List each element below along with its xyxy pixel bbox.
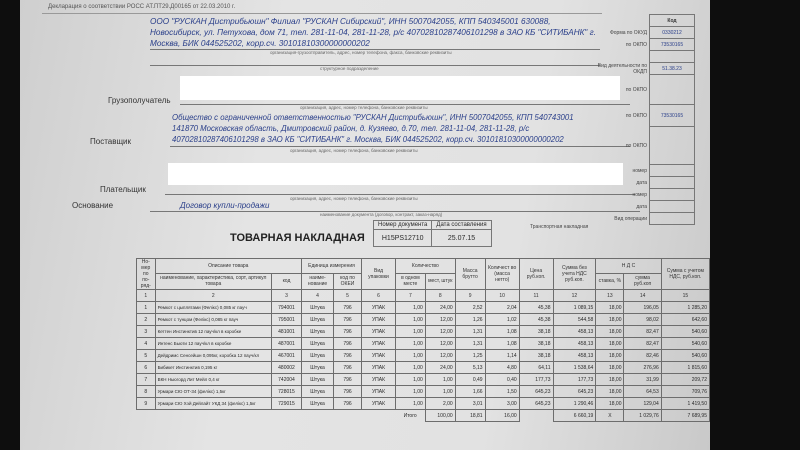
date-header: Дата составления bbox=[432, 221, 491, 230]
totals-total: 7 689,95 bbox=[661, 410, 709, 422]
cell-unit: Штука bbox=[302, 362, 334, 374]
cell-sum: 458,13 bbox=[553, 350, 596, 362]
cell-total: 209,72 bbox=[661, 374, 709, 386]
col-number: 1 bbox=[137, 290, 156, 302]
cell-unit: Штука bbox=[302, 302, 334, 314]
provider-caption: организация, адрес, номер телефона, банковские реквизиты bbox=[290, 148, 418, 153]
waybill-page bbox=[20, 0, 710, 450]
cell-sum: 1 290,46 bbox=[553, 398, 596, 410]
cell-net: 2,04 bbox=[485, 302, 519, 314]
cell-vat: 276,96 bbox=[624, 362, 661, 374]
cell-no: 2 bbox=[137, 314, 156, 326]
cell-places: 12,00 bbox=[425, 338, 455, 350]
consignee-caption: организация, адрес, номер телефона, банковские реквизиты bbox=[300, 105, 428, 110]
transport-waybill-label: Транспортная накладная bbox=[530, 224, 589, 230]
col-number: 2 bbox=[155, 290, 271, 302]
supplier-caption: организация-грузоотправитель, адрес, номер телефона, факса, банковские реквизиты bbox=[270, 50, 452, 55]
code-label: дата bbox=[636, 203, 647, 210]
basis-caption: наименование документа (договор, контракт, заказ-наряд) bbox=[320, 212, 443, 217]
goods-table: Но- мер по по- ряд- Описание товара Единица измерения Вид упаковки Количество Масса брутто Количест во (масса нетто) Цена руб.коп. Сумма без учета НДС руб.коп. Н Д С Сумма с учетом НДС, руб.коп. наименование, характеристика, сорт, артикул товара код наиме- нование код по ОКЕИ в одном месте мест, штук ставка, % сумма руб.коп 1 2 3 4 5 6 7 8 9 10 11 12 13 14 15 1 Ремкот с цыплятами (Фелікс) 0,085 кг пауч 794001 Штука 796 УПАК 1,00 24,00 2,52 2,04 45,38 1 089,15 18,00 196,05 1 285,20 2 Ремкот с тунцом (Фелікс) 0,085 кг пауч 795001 Штука 796 УПАК 1,00 12,00 1,26 1,02 45,38 544,58 18,00 98,02 642,60 3 Кеттен Инстинктив 12 пауч/кл в коробке 481001 Штука 796 УПАК 1,00 12,00 1,31 1,08 38,18 458,13 18,00 82,47 540,60 4 Интенс Бьюти 12 пауч/кл в коробке 487001 Штука 796 УПАК 1,00 12,00 1,31 1,08 38,18 458,13 18,00 82,47 540,60 5 Дейдримс Сенсейшн 0,095кг, коробка 12 пауч/кл 467001 Штука 796 УПАК 1,00 12,00 1,25 1,14 38,18 458,13 18,00 82,46 540,60 6 Бибикет Инстинктив 0,195 кг 480002 Штука 796 УПАК 1,00 24,00 5,13 4,80 64,11 1 538,64 18,00 276,96 1 815,60 7 ВКН Ньюгорд Лит Мейл 0,4 кг 742004 Штука 796 УПАК 1,00 1,00 0,49 0,40 177,73 177,73 18,00 31,99 209,72 8 Урмари СЮ ОТ-34 (фелікс) 1,5кг 728015 Штука 796 УПАК 1,00 1,00 1,66 1,50 645,23 645,23 18,00 64,53 709,76 9 Урмари СЮ Хэй Дейлайт УКД 34 (фелікс) 1,5кг 729015 Штука 796 УПАК 1,00 2,00 3,01 3,00 645,23 1 290,46 18,00 129,04 1 419,50 Итого 100,00 18,81 16,00 6 660,19 X 1 029,76 7 689,95 bbox=[136, 258, 710, 422]
cell-vat: 82,46 bbox=[624, 350, 661, 362]
cell-total: 642,60 bbox=[661, 314, 709, 326]
col-number: 12 bbox=[553, 290, 596, 302]
code-value bbox=[650, 201, 695, 213]
cell-pack: УПАК bbox=[362, 302, 396, 314]
provider-line-3: 40702810287406101298 в ЗАО КБ "СИТИБАНК" г. Москва, БИК 044525202, корр.сч. 30101810300000000202 bbox=[172, 135, 564, 144]
basis-value: Договор купли-продажи bbox=[180, 201, 270, 210]
totals-vat: 1 029,76 bbox=[624, 410, 661, 422]
code-value bbox=[650, 51, 695, 63]
cell-name: Ремкот с цыплятами (Фелікс) 0,085 кг пауч bbox=[155, 302, 271, 314]
certificate-line: Декларация о соответствии РОСС АТ.ПТ29.Д00165 от 22.03.2010 г. bbox=[48, 4, 236, 10]
cell-code: 487001 bbox=[271, 338, 301, 350]
cell-no: 6 bbox=[137, 362, 156, 374]
cell-okei: 796 bbox=[334, 374, 362, 386]
cell-gross: 1,26 bbox=[455, 314, 485, 326]
cell-okei: 796 bbox=[334, 350, 362, 362]
cell-net: 0,40 bbox=[485, 374, 519, 386]
col-number: 7 bbox=[396, 290, 426, 302]
cell-code: 729015 bbox=[271, 398, 301, 410]
col-number: 14 bbox=[624, 290, 661, 302]
cell-price: 177,73 bbox=[519, 374, 553, 386]
number-header: Номер документа bbox=[374, 221, 432, 230]
cell-gross: 1,31 bbox=[455, 326, 485, 338]
col-number: 9 bbox=[455, 290, 485, 302]
cell-no: 7 bbox=[137, 374, 156, 386]
consignee-redaction bbox=[180, 76, 620, 100]
cell-places: 2,00 bbox=[425, 398, 455, 410]
col-number: 13 bbox=[596, 290, 624, 302]
cell-unit: Штука bbox=[302, 398, 334, 410]
cell-sum: 458,13 bbox=[553, 326, 596, 338]
cell-total: 540,60 bbox=[661, 326, 709, 338]
col-number: 5 bbox=[334, 290, 362, 302]
cell-no: 3 bbox=[137, 326, 156, 338]
pack-header: Вид упаковки bbox=[362, 259, 396, 290]
price-header: Цена руб.коп. bbox=[519, 259, 553, 290]
consignee-label: Грузополучатель bbox=[108, 96, 171, 105]
cell-places: 1,00 bbox=[425, 374, 455, 386]
cell-no: 5 bbox=[137, 350, 156, 362]
document-number-box bbox=[373, 220, 492, 247]
okei-header: код по ОКЕИ bbox=[334, 273, 362, 289]
code-value bbox=[650, 177, 695, 189]
cell-sum: 458,13 bbox=[553, 338, 596, 350]
col-number: 15 bbox=[661, 290, 709, 302]
cell-places: 1,00 bbox=[425, 386, 455, 398]
cell-places: 12,00 bbox=[425, 326, 455, 338]
cell-pack: УПАК bbox=[362, 350, 396, 362]
cell-code: 794001 bbox=[271, 302, 301, 314]
codes-table bbox=[585, 14, 695, 225]
cell-name: Бибикет Инстинктив 0,195 кг bbox=[155, 362, 271, 374]
cell-price: 38,18 bbox=[519, 338, 553, 350]
code-header: код bbox=[271, 273, 301, 289]
cell-net: 3,00 bbox=[485, 398, 519, 410]
goods-group-header: Описание товара bbox=[155, 259, 301, 274]
cell-rate: 18,00 bbox=[596, 350, 624, 362]
table-row bbox=[137, 362, 710, 374]
cell-price: 45,38 bbox=[519, 302, 553, 314]
in-one-header: в одном месте bbox=[396, 273, 426, 289]
cell-okei: 796 bbox=[334, 362, 362, 374]
unit-name-header: наиме- нование bbox=[302, 273, 334, 289]
cell-pack: УПАК bbox=[362, 398, 396, 410]
gross-header: Масса брутто bbox=[455, 259, 485, 290]
cell-unit: Штука bbox=[302, 314, 334, 326]
cell-name: Кеттен Инстинктив 12 пауч/кл в коробке bbox=[155, 326, 271, 338]
cell-vat: 82,47 bbox=[624, 338, 661, 350]
cell-rate: 18,00 bbox=[596, 326, 624, 338]
cell-pack: УПАК bbox=[362, 374, 396, 386]
cell-no: 1 bbox=[137, 302, 156, 314]
col-number: 6 bbox=[362, 290, 396, 302]
payer-label: Плательщик bbox=[100, 185, 146, 194]
cell-pack: УПАК bbox=[362, 338, 396, 350]
table-row bbox=[137, 338, 710, 350]
cell-code: 481001 bbox=[271, 326, 301, 338]
cell-net: 1,08 bbox=[485, 338, 519, 350]
cell-places: 12,00 bbox=[425, 350, 455, 362]
cell-in-one: 1,00 bbox=[396, 398, 426, 410]
cell-gross: 5,13 bbox=[455, 362, 485, 374]
totals-sum: 6 660,19 bbox=[553, 410, 596, 422]
cell-vat: 129,04 bbox=[624, 398, 661, 410]
cell-rate: 18,00 bbox=[596, 386, 624, 398]
cell-total: 1 419,50 bbox=[661, 398, 709, 410]
cell-rate: 18,00 bbox=[596, 302, 624, 314]
cell-name: Урмари СЮ ОТ-34 (фелікс) 1,5кг bbox=[155, 386, 271, 398]
vat-group-header: Н Д С bbox=[596, 259, 661, 274]
col-number: 3 bbox=[271, 290, 301, 302]
cell-no: 4 bbox=[137, 338, 156, 350]
cell-pack: УПАК bbox=[362, 386, 396, 398]
cell-unit: Штука bbox=[302, 326, 334, 338]
code-label: Форма по ОКУД bbox=[609, 29, 647, 36]
cell-net: 1,50 bbox=[485, 386, 519, 398]
document-number: H15PS12710 bbox=[374, 230, 432, 247]
payer-caption: организация, адрес, номер телефона, банковские реквизиты bbox=[290, 196, 418, 201]
cell-rate: 18,00 bbox=[596, 398, 624, 410]
supplier-line-1: ООО "РУСКАН Дистрибьюшн" Филиал "РУСКАН Сибирский", ИНН 5007042055, КПП 540345001 630088, bbox=[150, 17, 551, 26]
cell-code: 728015 bbox=[271, 386, 301, 398]
cell-in-one: 1,00 bbox=[396, 350, 426, 362]
cell-in-one: 1,00 bbox=[396, 362, 426, 374]
cell-rate: 18,00 bbox=[596, 374, 624, 386]
code-label: по ОКПО bbox=[625, 41, 647, 48]
cell-vat: 31,99 bbox=[624, 374, 661, 386]
cell-total: 1 815,60 bbox=[661, 362, 709, 374]
cell-name: Ремкот с тунцом (Фелікс) 0,085 кг пауч bbox=[155, 314, 271, 326]
cell-unit: Штука bbox=[302, 374, 334, 386]
cell-rate: 18,00 bbox=[596, 362, 624, 374]
totals-places: 100,00 bbox=[425, 410, 455, 422]
cell-in-one: 1,00 bbox=[396, 374, 426, 386]
cell-price: 645,23 bbox=[519, 398, 553, 410]
cell-unit: Штука bbox=[302, 350, 334, 362]
cell-places: 12,00 bbox=[425, 314, 455, 326]
cell-in-one: 1,00 bbox=[396, 302, 426, 314]
cell-sum: 645,23 bbox=[553, 386, 596, 398]
name-header: наименование, характеристика, сорт, артикул товара bbox=[155, 273, 271, 289]
cell-gross: 1,66 bbox=[455, 386, 485, 398]
sum-novat-header: Сумма без учета НДС руб.коп. bbox=[553, 259, 596, 290]
code-label: Вид деятельности по ОКДП bbox=[597, 62, 647, 75]
cell-okei: 796 bbox=[334, 314, 362, 326]
cell-name: Дейдримс Сенсейшн 0,095кг, коробка 12 пауч/кл bbox=[155, 350, 271, 362]
provider-line-1: Общество с ограниченной ответственностью "РУСКАН Дистрибьюшн", ИНН 5007042055, КПП 540743001 bbox=[172, 113, 574, 122]
rate-header: ставка, % bbox=[596, 273, 624, 289]
code-value bbox=[650, 165, 695, 177]
cell-gross: 3,01 bbox=[455, 398, 485, 410]
totals-label: Итого bbox=[403, 412, 417, 419]
document-date: 25.07.15 bbox=[432, 230, 491, 247]
cell-no: 9 bbox=[137, 398, 156, 410]
provider-label: Поставщик bbox=[90, 137, 132, 146]
col-number: 11 bbox=[519, 290, 553, 302]
cell-sum: 1 538,64 bbox=[553, 362, 596, 374]
cell-rate: 18,00 bbox=[596, 338, 624, 350]
cell-okei: 796 bbox=[334, 398, 362, 410]
cell-total: 540,60 bbox=[661, 350, 709, 362]
code-label bbox=[585, 51, 650, 63]
cell-code: 467001 bbox=[271, 350, 301, 362]
cell-okei: 796 bbox=[334, 326, 362, 338]
supplier-line-3: Москва, БИК 044525202, корр.сч. 30101810300000000202 bbox=[150, 39, 370, 48]
cell-sum: 1 089,15 bbox=[553, 302, 596, 314]
places-header: мест, штук bbox=[425, 273, 455, 289]
cell-in-one: 1,00 bbox=[396, 338, 426, 350]
code-value bbox=[650, 75, 695, 105]
code-value bbox=[650, 127, 695, 165]
cell-sum: 544,58 bbox=[553, 314, 596, 326]
cell-pack: УПАК bbox=[362, 362, 396, 374]
cell-sum: 177,73 bbox=[553, 374, 596, 386]
col-number: 8 bbox=[425, 290, 455, 302]
cell-no: 8 bbox=[137, 386, 156, 398]
cell-name: Интенс Бьюти 12 пауч/кл в коробке bbox=[155, 338, 271, 350]
code-label: номер bbox=[632, 167, 647, 174]
cell-code: 742004 bbox=[271, 374, 301, 386]
totals-net: 16,00 bbox=[485, 410, 519, 422]
sum-vat-header: Сумма с учетом НДС, руб.коп. bbox=[661, 259, 709, 290]
cell-in-one: 1,00 bbox=[396, 386, 426, 398]
cell-price: 64,11 bbox=[519, 362, 553, 374]
cell-total: 540,60 bbox=[661, 338, 709, 350]
col-no-header: Но- мер по по- ряд- bbox=[137, 259, 156, 290]
cell-total: 709,76 bbox=[661, 386, 709, 398]
col-number: 10 bbox=[485, 290, 519, 302]
vat-sum-header: сумма руб.коп bbox=[624, 273, 661, 289]
cell-pack: УПАК bbox=[362, 314, 396, 326]
cell-price: 38,18 bbox=[519, 350, 553, 362]
col-number: 4 bbox=[302, 290, 334, 302]
cell-net: 1,02 bbox=[485, 314, 519, 326]
code-value: 51.38.23 bbox=[650, 63, 695, 75]
cell-net: 4,80 bbox=[485, 362, 519, 374]
cell-vat: 196,05 bbox=[624, 302, 661, 314]
cell-gross: 0,49 bbox=[455, 374, 485, 386]
cell-vat: 82,47 bbox=[624, 326, 661, 338]
provider-line-2: 141870 Московская область, Дмитровский район, д. Кузяево, д.70, тел. 281-11-04, 281-11-28, р/с bbox=[172, 124, 530, 133]
cell-places: 24,00 bbox=[425, 362, 455, 374]
cell-price: 38,18 bbox=[519, 326, 553, 338]
totals-gross: 18,81 bbox=[455, 410, 485, 422]
table-row bbox=[137, 326, 710, 338]
codes-header: Код bbox=[650, 15, 695, 27]
cell-in-one: 1,00 bbox=[396, 326, 426, 338]
supplier-line-2: Новосибирск, ул. Петухова, дом 71, тел. 281-11-04, 281-11-28, р/с 40702810287406101298 в ЗАО КБ "СИТИБАНК" г. bbox=[150, 28, 596, 37]
cell-code: 795001 bbox=[271, 314, 301, 326]
cell-net: 1,14 bbox=[485, 350, 519, 362]
code-label: по ОКПО bbox=[625, 112, 647, 119]
cell-vat: 98,02 bbox=[624, 314, 661, 326]
cell-unit: Штука bbox=[302, 338, 334, 350]
code-value: 73530165 bbox=[650, 105, 695, 127]
cell-vat: 64,53 bbox=[624, 386, 661, 398]
code-value: 73530165 bbox=[650, 39, 695, 51]
payer-redaction bbox=[168, 163, 623, 185]
cell-places: 24,00 bbox=[425, 302, 455, 314]
cell-gross: 2,52 bbox=[455, 302, 485, 314]
basis-label: Основание bbox=[72, 201, 114, 210]
table-row bbox=[137, 398, 710, 410]
cell-price: 645,23 bbox=[519, 386, 553, 398]
table-row bbox=[137, 386, 710, 398]
code-label: Вид операции bbox=[614, 215, 647, 222]
cell-in-one: 1,00 bbox=[396, 314, 426, 326]
cell-rate: 18,00 bbox=[596, 314, 624, 326]
code-label: по ОКПО bbox=[625, 142, 647, 149]
table-row bbox=[137, 350, 710, 362]
unit-group-header: Единица измерения bbox=[302, 259, 362, 274]
code-value: 0330212 bbox=[650, 27, 695, 39]
cell-gross: 1,25 bbox=[455, 350, 485, 362]
cell-pack: УПАК bbox=[362, 326, 396, 338]
subdivision-caption: структурное подразделение bbox=[320, 66, 379, 71]
table-row bbox=[137, 374, 710, 386]
cell-total: 1 285,20 bbox=[661, 302, 709, 314]
code-label: номер bbox=[632, 191, 647, 198]
code-value bbox=[650, 189, 695, 201]
qty-group-header: Количество bbox=[396, 259, 456, 274]
cell-name: ВКН Ньюгорд Лит Мейл 0,4 кг bbox=[155, 374, 271, 386]
cell-gross: 1,31 bbox=[455, 338, 485, 350]
cell-unit: Штука bbox=[302, 386, 334, 398]
document-title: ТОВАРНАЯ НАКЛАДНАЯ bbox=[230, 232, 365, 244]
cell-okei: 796 bbox=[334, 302, 362, 314]
code-label: дата bbox=[636, 179, 647, 186]
cell-net: 1,08 bbox=[485, 326, 519, 338]
cell-code: 480002 bbox=[271, 362, 301, 374]
code-value bbox=[650, 213, 695, 225]
table-row bbox=[137, 314, 710, 326]
code-label: по ОКПО bbox=[625, 86, 647, 93]
net-header: Количест во (масса нетто) bbox=[485, 259, 519, 290]
cell-price: 45,38 bbox=[519, 314, 553, 326]
table-row bbox=[137, 302, 710, 314]
cell-okei: 796 bbox=[334, 386, 362, 398]
cell-name: Урмари СЮ Хэй Дейлайт УКД 34 (фелікс) 1,5кг bbox=[155, 398, 271, 410]
cell-okei: 796 bbox=[334, 338, 362, 350]
